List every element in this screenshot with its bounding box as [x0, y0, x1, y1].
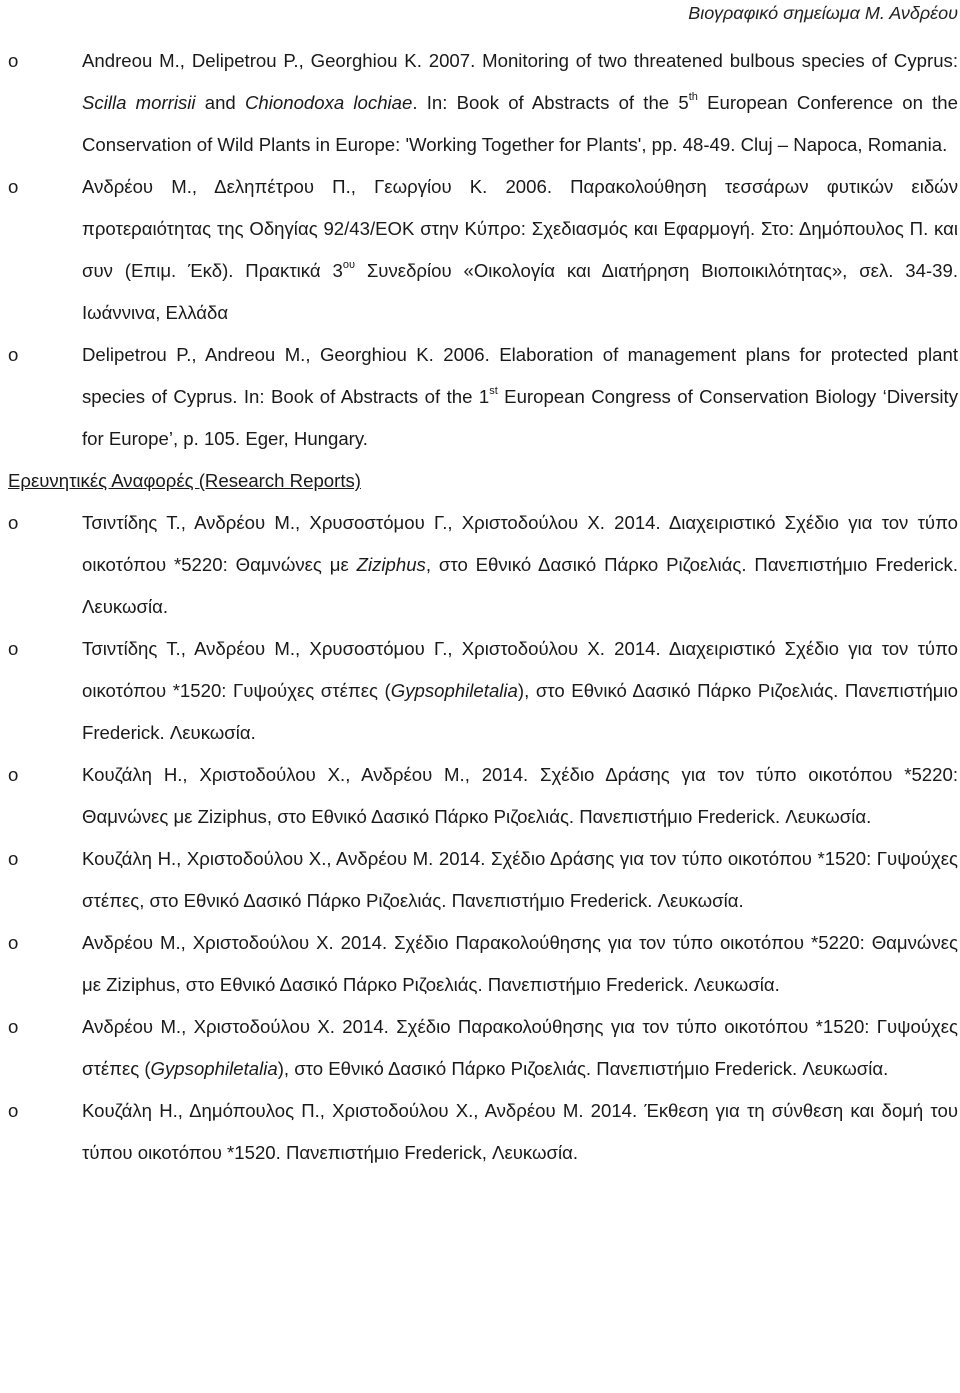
- bullet-icon: o: [8, 638, 19, 659]
- publication-entry: [8, 40, 958, 166]
- bullet-icon: o: [8, 344, 19, 365]
- entry-text: . In: Book of Abstracts of the 5: [412, 92, 689, 113]
- publication-entry: [8, 334, 958, 460]
- species-name: Scilla morrisii: [82, 92, 196, 113]
- entry-text: Ανδρέου Μ., Δεληπέτρου Π., Γεωργίου Κ. 2006. Παρακολούθηση τεσσάρων φυτικών ειδών προτεραιότητας της Οδηγίας 92/43/ΕΟΚ στην Κύπρο: Σχεδιασμός και Εφαρμογή. Στο: Δημόπουλος Π. και συν (Επιμ. Έκδ). Πρακτικά 3: [82, 176, 958, 281]
- bullet-icon: o: [8, 1100, 19, 1121]
- report-entry: [8, 502, 958, 628]
- entry-text: European Conference on the Conservation of Wild Plants in Europe: 'Working Together for Plants', pp. 48-49. Cluj – Napoca, Romania.: [82, 92, 958, 155]
- bullet-icon: o: [8, 848, 19, 869]
- report-entry: [8, 1006, 958, 1090]
- document-body: [8, 40, 958, 1174]
- entry-text: ), στο Εθνικό Δασικό Πάρκο Ριζοελιάς. Πανεπιστήμιο Frederick. Λευκωσία.: [82, 680, 958, 743]
- ordinal-suffix: st: [489, 385, 498, 397]
- bullet-icon: o: [8, 764, 19, 785]
- report-entry: [8, 628, 958, 754]
- entry-text: Συνεδρίου «Οικολογία και Διατήρηση Βιοποικιλότητας», σελ. 34-39. Ιωάννινα, Ελλάδα: [82, 260, 959, 323]
- entry-text: Κουζάλη Η., Δημόπουλος Π., Χριστοδούλου Χ., Ανδρέου Μ. 2014. Έκθεση για τη σύνθεση και δομή του τύπου οικοτόπου *1520. Πανεπιστήμιο Frederick, Λευκωσία.: [82, 1100, 958, 1163]
- entry-text: Τσιντίδης Τ., Ανδρέου Μ., Χρυσοστόμου Γ., Χριστοδούλου Χ. 2014. Διαχειριστικό Σχέδιο για τον τύπο οικοτόπου *5220: Θαμνώνες με: [82, 512, 958, 575]
- bullet-icon: o: [8, 1016, 19, 1037]
- entry-text: ), στο Εθνικό Δασικό Πάρκο Ριζοελιάς. Πανεπιστήμιο Frederick. Λευκωσία.: [277, 1058, 889, 1079]
- entry-text: and: [195, 92, 245, 113]
- entry-text: Delipetrou P., Andreou M., Georghiou K. 2006. Elaboration of management plans for protected plant species of Cyprus. In: Book of Abstracts of the 1: [82, 344, 958, 407]
- habitat-name: Gypsophiletalia: [390, 680, 518, 701]
- entry-text: , στο Εθνικό Δασικό Πάρκο Ριζοελιάς. Πανεπιστήμιο Frederick. Λευκωσία.: [82, 554, 958, 617]
- ordinal-suffix: ου: [342, 259, 355, 271]
- section-heading-research-reports: Ερευνητικές Αναφορές (Research Reports): [8, 470, 361, 491]
- running-header-title: Βιογραφικό σημείωμα Μ. Ανδρέου: [688, 3, 958, 23]
- species-name: Chionodoxa lochiae: [244, 92, 413, 113]
- bullet-icon: o: [8, 50, 19, 71]
- report-entry: [8, 754, 958, 838]
- report-entry: [8, 922, 958, 1006]
- entry-text: Ανδρέου Μ., Χριστοδούλου Χ. 2014. Σχέδιο Παρακολούθησης για τον τύπο οικοτόπου *5220: Θαμνώνες με Ziziphus, στο Εθνικό Δασικό Πάρκο Ριζοελιάς. Πανεπιστήμιο Frederick. Λευκωσία.: [82, 932, 958, 995]
- report-entry: [8, 1090, 958, 1174]
- species-name: Ziziphus: [356, 554, 426, 575]
- publication-entry: [8, 166, 958, 334]
- entry-text: Ανδρέου Μ., Χριστοδούλου Χ. 2014. Σχέδιο Παρακολούθησης για τον τύπο οικοτόπου *1520: Γυψούχες στέπες (: [82, 1016, 958, 1079]
- entry-text: Andreou M., Delipetrou P., Georghiou K. 2007. Monitoring of two threatened bulbous species of Cyprus:: [82, 50, 958, 71]
- entry-text: Κουζάλη Η., Χριστοδούλου Χ., Ανδρέου Μ., 2014. Σχέδιο Δράσης για τον τύπο οικοτόπου *5220: Θαμνώνες με Ziziphus, στο Εθνικό Δασικό Πάρκο Ριζοελιάς. Πανεπιστήμιο Frederick. Λευκωσία.: [82, 764, 958, 827]
- report-entry: [8, 838, 958, 922]
- ordinal-suffix: th: [688, 91, 698, 103]
- bullet-icon: o: [8, 932, 19, 953]
- entry-text: Κουζάλη Η., Χριστοδούλου Χ., Ανδρέου Μ. 2014. Σχέδιο Δράσης για τον τύπο οικοτόπου *1520: Γυψούχες στέπες, στο Εθνικό Δασικό Πάρκο Ριζοελιάς. Πανεπιστήμιο Frederick. Λευκωσία.: [82, 848, 958, 911]
- habitat-name: Gypsophiletalia: [150, 1058, 278, 1079]
- entry-text: Τσιντίδης Τ., Ανδρέου Μ., Χρυσοστόμου Γ., Χριστοδούλου Χ. 2014. Διαχειριστικό Σχέδιο για τον τύπο οικοτόπου *1520: Γυψούχες στέπες (: [82, 638, 958, 701]
- entry-text: European Congress of Conservation Biology ‘Diversity for Europe’, p. 105. Eger, Hungary.: [82, 386, 958, 449]
- bullet-icon: o: [8, 176, 19, 197]
- bullet-icon: o: [8, 512, 19, 533]
